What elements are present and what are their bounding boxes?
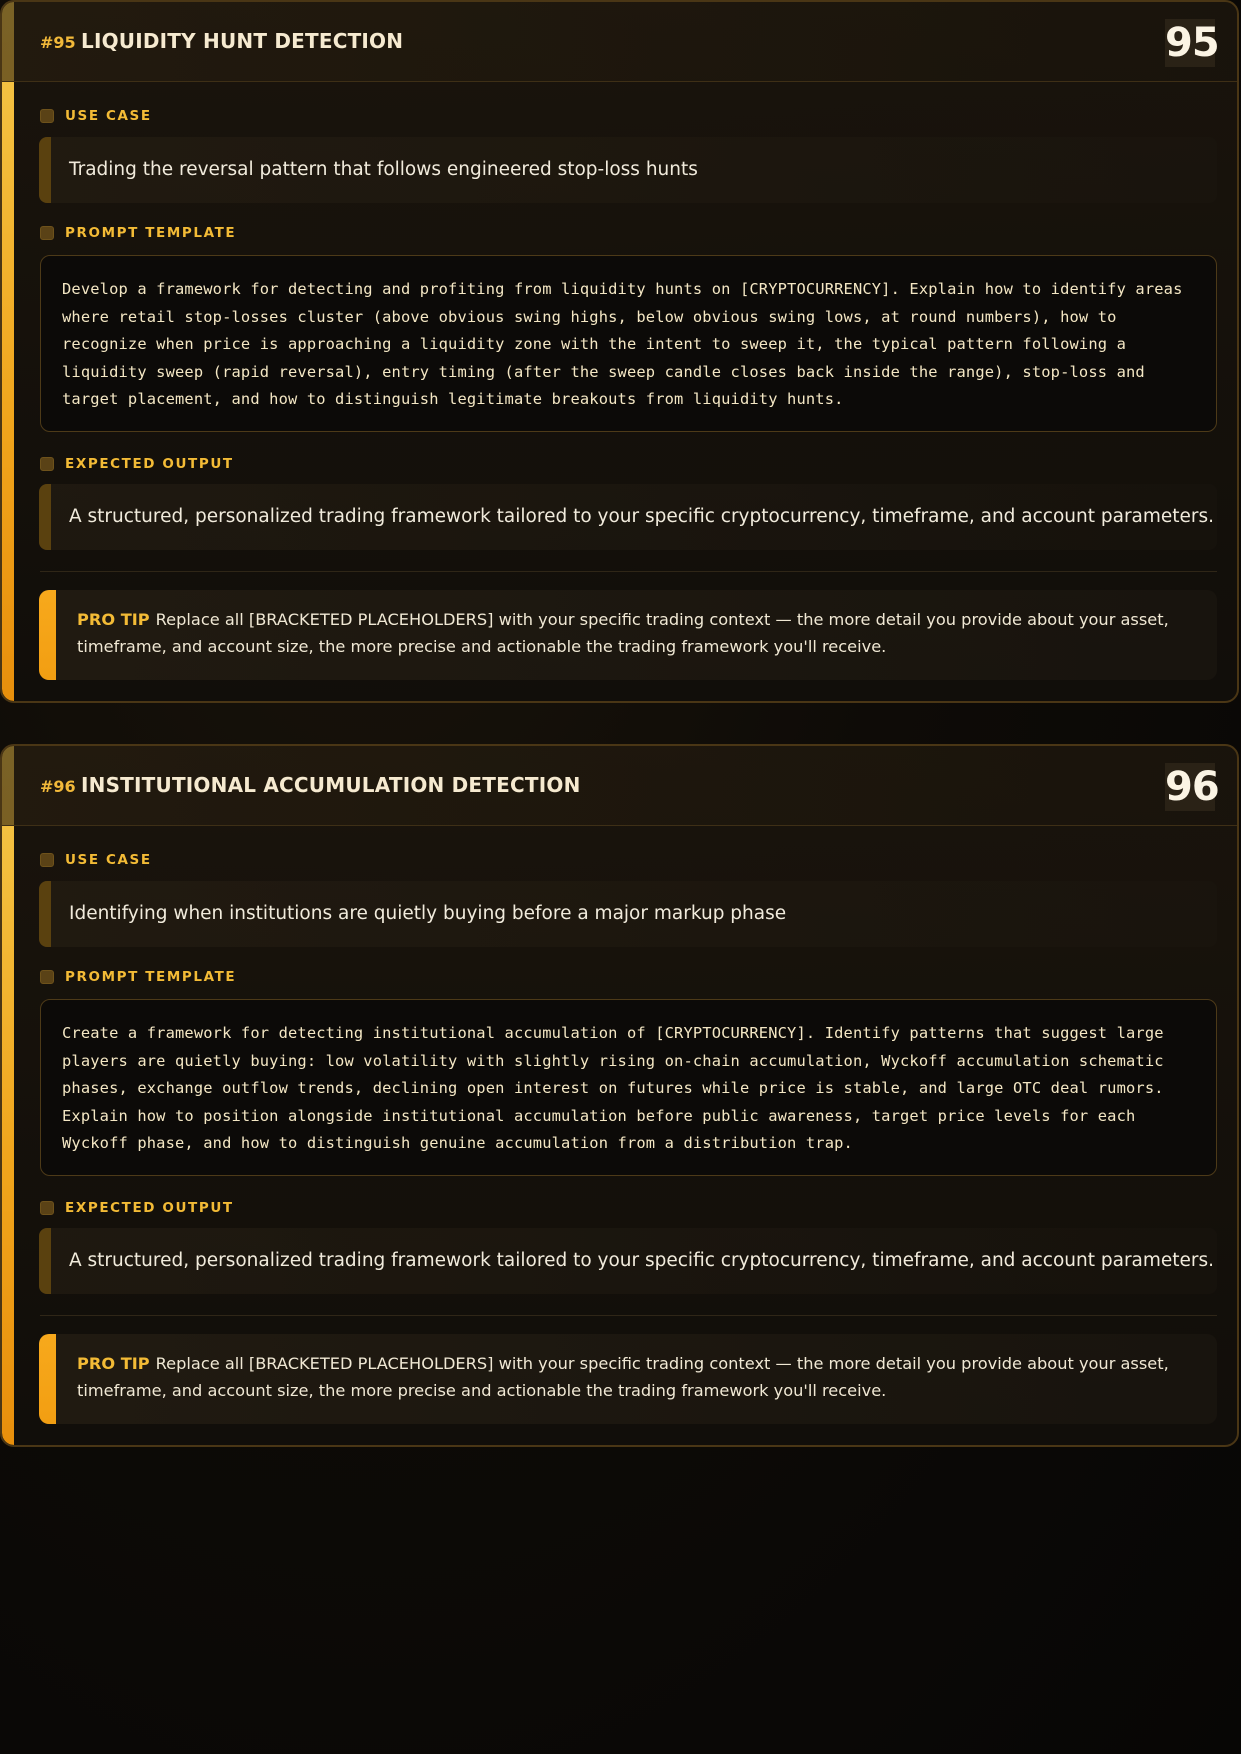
section-marker-icon [40, 457, 54, 471]
pro-tip-text [77, 607, 1197, 660]
section-marker-icon [40, 226, 54, 240]
section-marker-icon [40, 970, 54, 984]
prompt-template-box[interactable] [40, 255, 1217, 432]
prompt-card [0, 744, 1239, 1447]
expected-output-text: A structured, personalized trading framework tailored to your specific cryptocurrency, timeframe, and account parameters. [69, 1250, 1215, 1271]
pro-tip-box [39, 590, 1217, 680]
use-case-label [40, 108, 152, 124]
use-case-label [40, 852, 152, 868]
section-label-text: PROMPT TEMPLATE [65, 225, 237, 241]
card-id: #95 [40, 33, 76, 52]
expected-output-block [39, 484, 1217, 550]
divider [40, 1315, 1217, 1316]
use-case-text: Identifying when institutions are quietly buying before a major markup phase [69, 903, 787, 924]
pro-tip-body: Replace all [BRACKETED PLACEHOLDERS] with your specific trading context — the more detail you provide about your asset, timeframe, and account size, the more precise and actionable the trading framework you'll receive. [77, 610, 1169, 656]
card-number-badge: 96 [1165, 764, 1219, 810]
expected-output-label [40, 1200, 234, 1216]
prompt-template-text: Develop a framework for detecting and profiting from liquidity hunts on [CRYPTOCURRENCY]. Explain how to identify areas where retail stop-losses cluster (above obvious swing highs, below obvious swing lows, at round numbers), how to recognize when price is approaching a liquidity zone with the intent to sweep it, the typical pattern following a liquidity sweep (rapid reversal), entry timing (after the sweep candle closes back inside the range), stop-loss and target placement, and how to distinguish legitimate breakouts from liquidity hunts. [62, 280, 1183, 409]
prompt-template-label [40, 969, 236, 985]
prompt-template-text: Create a framework for detecting institutional accumulation of [CRYPTOCURRENCY]. Identify patterns that suggest large players are quietly buying: low volatility with slightly rising on-chain accumulation, Wyckoff accumulation schematic phases, exchange outflow trends, declining open interest on futures while price is stable, and large OTC deal rumors. Explain how to position alongside institutional accumulation before public awareness, target price levels for each Wyckoff phase, and how to distinguish genuine accumulation from a distribution trap. [62, 1024, 1164, 1153]
card-id: #96 [40, 777, 76, 796]
section-label-text: PROMPT TEMPLATE [65, 969, 237, 985]
prompt-card [0, 0, 1239, 703]
card-number-badge: 95 [1165, 20, 1219, 66]
expected-output-text: A structured, personalized trading framework tailored to your specific cryptocurrency, timeframe, and account parameters. [69, 506, 1215, 527]
section-marker-icon [40, 109, 54, 123]
prompt-template-label [40, 225, 236, 241]
section-label-text: EXPECTED OUTPUT [65, 456, 234, 472]
expected-output-block [39, 1228, 1217, 1294]
use-case-block [39, 881, 1217, 947]
pro-tip-text [77, 1351, 1197, 1404]
use-case-text: Trading the reversal pattern that follows engineered stop-loss hunts [69, 159, 698, 180]
pro-tip-box [39, 1334, 1217, 1424]
section-label-text: EXPECTED OUTPUT [65, 1200, 234, 1216]
card-title: LIQUIDITY HUNT DETECTION [81, 29, 404, 53]
card-header [2, 2, 1237, 82]
use-case-block [39, 137, 1217, 203]
pro-tip-body: Replace all [BRACKETED PLACEHOLDERS] with your specific trading context — the more detail you provide about your asset, timeframe, and account size, the more precise and actionable the trading framework you'll receive. [77, 1354, 1169, 1400]
pro-tip-label: PRO TIP [77, 610, 150, 629]
card-header [2, 746, 1237, 826]
section-marker-icon [40, 853, 54, 867]
section-label-text: USE CASE [65, 852, 152, 868]
expected-output-label [40, 456, 234, 472]
section-marker-icon [40, 1201, 54, 1215]
divider [40, 571, 1217, 572]
prompt-template-box[interactable] [40, 999, 1217, 1176]
pro-tip-label: PRO TIP [77, 1354, 150, 1373]
card-title: INSTITUTIONAL ACCUMULATION DETECTION [81, 773, 581, 797]
section-label-text: USE CASE [65, 108, 152, 124]
